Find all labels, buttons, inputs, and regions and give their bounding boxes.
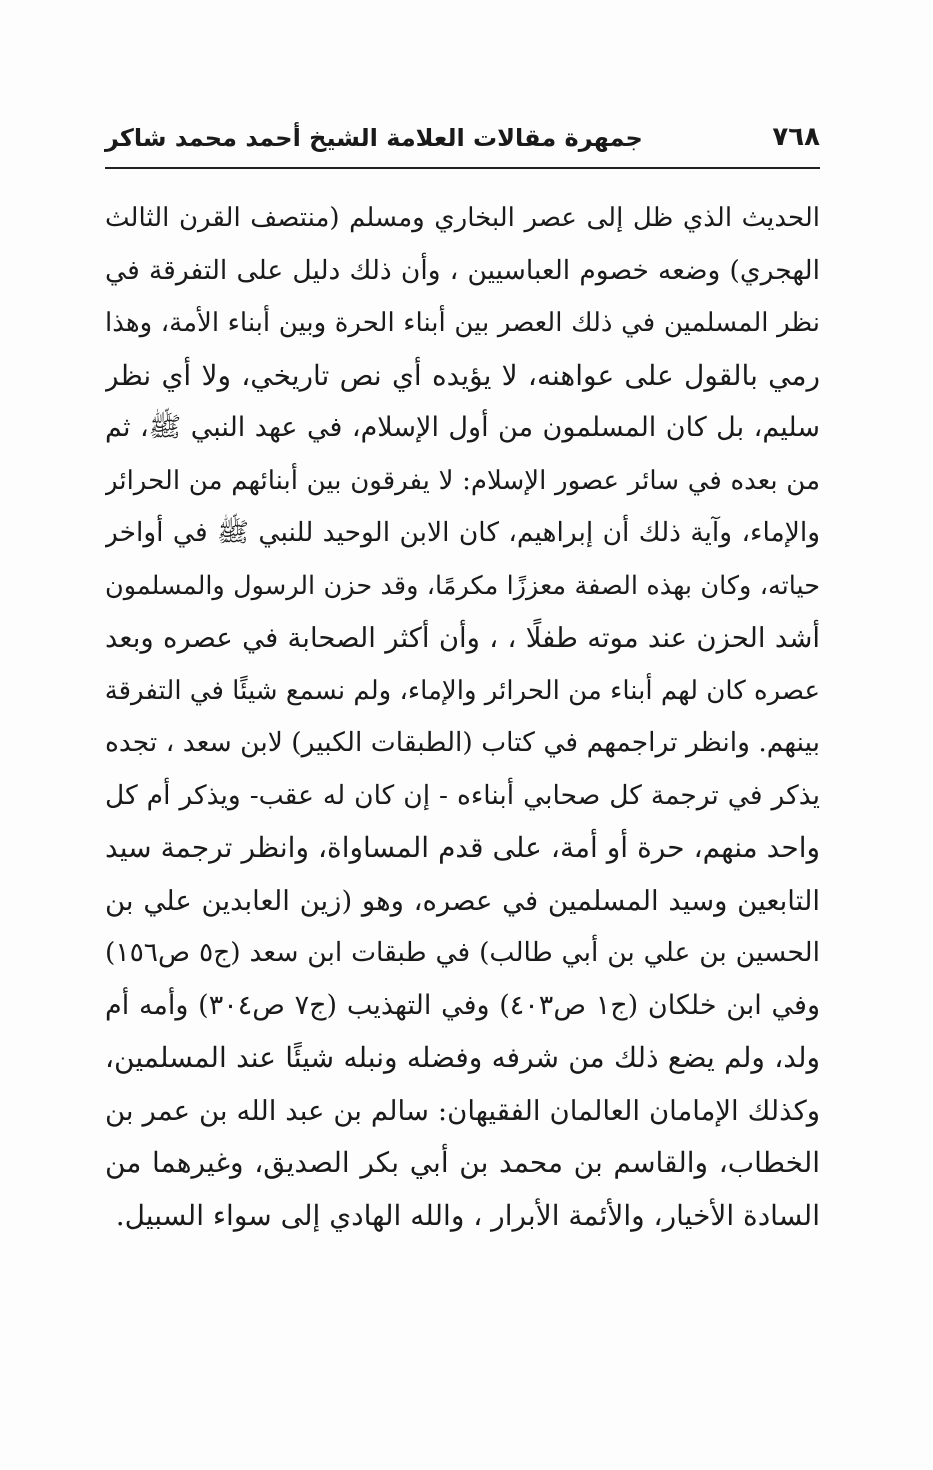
page-header xyxy=(105,118,820,168)
body-text xyxy=(105,192,820,1242)
text-line: وكذلك الإمامان العالمان الفقيهان: سالم بن عبد الله بن عمر بن xyxy=(105,1094,820,1127)
text-line: وفي ابن خلكان (ج١ ص٤٠٣) وفي التهذيب (ج٧ ص٣٠٤) وأمه أم xyxy=(105,989,820,1021)
text-line: رمي بالقول على عواهنه، لا يؤيده أي نص تاريخي، ولا أي نظر xyxy=(105,358,820,392)
text-line: يذكر في ترجمة كل صحابي أبناءه - إن كان له عقب- ويذكر أم كل xyxy=(105,779,820,811)
text-line: عصره كان لهم أبناء من الحرائر والإماء، ولم نسمع شيئًا في التفرقة xyxy=(105,675,820,706)
header-divider xyxy=(105,167,820,169)
text-line: أشد الحزن عند موته طفلًا ، ، وأن أكثر الصحابة في عصره وبعد xyxy=(105,622,820,654)
text-line: من بعده في سائر عصور الإسلام: لا يفرقون بين أبنائهم من الحرائر xyxy=(105,465,820,496)
text-line: بينهم. وانظر تراجمهم في كتاب (الطبقات الكبير) لابن سعد ، تجده xyxy=(105,727,820,758)
text-line: والإماء، وآية ذلك أن إبراهيم، كان الابن الوحيد للنبي ﷺ في أواخر xyxy=(105,517,820,548)
text-line: واحد منهم، حرة أو أمة، على قدم المساواة، وانظر ترجمة سيد xyxy=(105,831,820,864)
text-line: الهجري) وضعه خصوم العباسيين ، وأن ذلك دليل على التفرقة في xyxy=(105,254,820,286)
text-line-last: السادة الأخيار، والأئمة الأبرار ، والله الهادي إلى سواء السبيل. xyxy=(115,1198,820,1232)
text-line: الحديث الذي ظل إلى عصر البخاري ومسلم (منتصف القرن الثالث xyxy=(105,203,820,233)
text-line: ولد، ولم يضع ذلك من شرفه وفضله ونبله شيئًا عند المسلمين، xyxy=(105,1041,820,1074)
text-line: التابعين وسيد المسلمين في عصره، وهو (زين العابدين علي بن xyxy=(105,884,820,917)
text-line: سليم، بل كان المسلمون من أول الإسلام، في عهد النبي ﷺ، ثم xyxy=(105,412,820,443)
running-title: جمهرة مقالات العلامة الشيخ أحمد محمد شاكر xyxy=(105,124,643,152)
text-line: حياته، وكان بهذه الصفة معززًا مكرمًا، وقد حزن الرسول والمسلمون xyxy=(105,570,820,601)
text-line: الخطاب، والقاسم بن محمد بن أبي بكر الصديق، وغيرهما من xyxy=(105,1146,820,1179)
text-line: نظر المسلمين في ذلك العصر بين أبناء الحرة وبين أبناء الأمة، وهذا xyxy=(105,308,820,338)
text-line: الحسين بن علي بن أبي طالب) في طبقات ابن سعد (ج٥ ص١٥٦) xyxy=(105,937,820,968)
page-number: ٧٦٨ xyxy=(772,122,820,152)
